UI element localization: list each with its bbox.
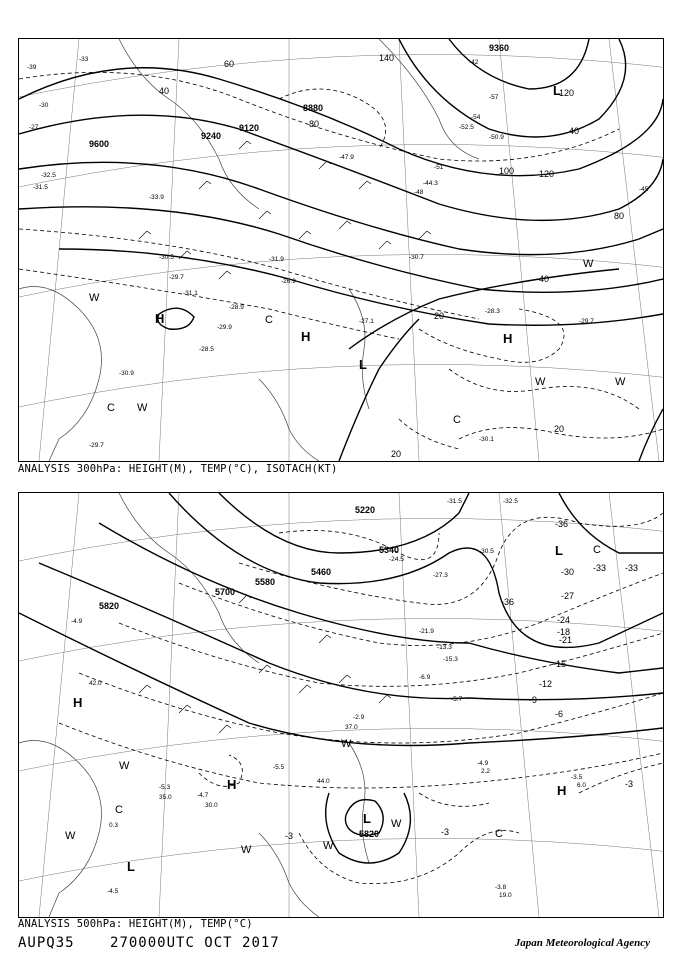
isotach-contours: [19, 72, 663, 449]
temperature-label: -15: [553, 659, 567, 669]
station-value: -4.9: [71, 618, 83, 625]
temperature-label: -42: [469, 59, 479, 66]
warm-center: W: [535, 376, 546, 388]
temperature-label: -18: [557, 627, 571, 637]
warm-center: W: [323, 840, 334, 852]
valid-time: 270000UTC OCT 2017: [110, 935, 280, 951]
station-value: -31.1: [183, 290, 198, 297]
low-pressure-center: L: [553, 83, 561, 98]
station-value: -2.9: [353, 714, 365, 721]
temperature-label: -21: [559, 635, 573, 645]
station-value: -32.5: [41, 172, 56, 179]
temperature-label: -6: [555, 709, 564, 719]
high-pressure-center: H: [155, 311, 165, 326]
graticule: [19, 493, 663, 917]
station-value: -31.5: [33, 184, 48, 191]
station-value: 19.0: [499, 892, 512, 899]
height-label: 5460: [311, 567, 332, 577]
warm-center: W: [65, 830, 76, 842]
station-value: -5.5: [273, 764, 285, 771]
station-value: -27.3: [433, 572, 448, 579]
temperature-label: -9: [529, 695, 538, 705]
cold-center: C: [265, 314, 273, 326]
height-label: 5820: [99, 601, 120, 611]
station-value: -3.8: [495, 884, 507, 891]
isotach-label: 20: [391, 449, 402, 459]
temperature-label: -54: [471, 114, 481, 121]
height-label: 5580: [255, 577, 276, 587]
warm-center: W: [137, 402, 148, 414]
station-value: -27.1: [359, 318, 374, 325]
temperature-label: -36: [555, 519, 569, 529]
isotach-label: 60: [224, 59, 235, 69]
cold-center: C: [495, 828, 503, 840]
temperature-label: -39: [27, 64, 37, 71]
station-value: -29.7: [169, 274, 184, 281]
low-pressure-center: L: [127, 859, 135, 874]
station-value: -31.5: [447, 498, 462, 505]
isotach-label: 40: [539, 274, 550, 284]
station-value: -30.5: [479, 548, 494, 555]
high-pressure-center: H: [227, 777, 237, 792]
height-label: 9360: [489, 43, 510, 53]
agency-name: Japan Meteorological Agency: [514, 937, 650, 949]
cold-center: C: [107, 402, 115, 414]
station-value: -50.9: [489, 134, 504, 141]
isotach-label: 40: [569, 126, 580, 136]
station-value: 0.3: [109, 822, 119, 829]
station-value: -29.9: [217, 324, 232, 331]
height-label: 9120: [239, 123, 260, 133]
wind-barbs: [139, 141, 431, 279]
high-pressure-center: H: [503, 331, 513, 346]
station-value: -3.5: [571, 774, 583, 781]
isotach-label: 80: [614, 211, 625, 221]
chart-footer: [18, 935, 306, 951]
wind-barbs: [139, 595, 391, 733]
station-value: -30.1: [479, 436, 494, 443]
map-500hpa-svg: [19, 493, 663, 917]
low-pressure-center: L: [555, 543, 563, 558]
height-label: 5340: [379, 545, 400, 555]
station-value: 6.0: [577, 782, 587, 789]
station-value: -30.7: [409, 254, 424, 261]
high-pressure-center: H: [73, 695, 83, 710]
temperature-label: -24: [557, 615, 571, 625]
temperature-label: -27: [561, 591, 575, 601]
temperature-label: -33: [593, 563, 607, 573]
temperature-label: -45: [639, 186, 649, 193]
high-pressure-center: H: [301, 329, 311, 344]
isotach-label: 100: [499, 166, 515, 176]
cold-center: C: [453, 414, 461, 426]
temperature-label: -57: [489, 94, 499, 101]
analysis-caption-300hpa: ANALYSIS 300hPa: HEIGHT(M), TEMP(°C), ISOTACH(KT): [18, 463, 338, 475]
isotach-label: 20: [554, 424, 565, 434]
station-value: -47.9: [339, 154, 354, 161]
cold-center: C: [115, 804, 123, 816]
height-label: 5820: [359, 829, 380, 839]
low-pressure-center: L: [359, 357, 367, 372]
station-value: -5.3: [159, 784, 171, 791]
height-label: 5700: [215, 587, 236, 597]
station-value: 35.0: [159, 794, 172, 801]
warm-center: W: [341, 738, 352, 750]
warm-center: W: [615, 376, 626, 388]
station-value: -44.3: [423, 180, 438, 187]
station-value: -21.9: [419, 628, 434, 635]
height-label: 5220: [355, 505, 376, 515]
map-300hpa-svg: [19, 39, 663, 461]
temperature-label: -30: [561, 567, 575, 577]
temperature-label: -3: [625, 779, 634, 789]
high-pressure-center: H: [557, 783, 567, 798]
cold-center: C: [593, 544, 601, 556]
station-value: -6.9: [419, 674, 431, 681]
station-value: -24.5: [389, 556, 404, 563]
warm-center: W: [583, 258, 594, 270]
station-value: -13.3: [437, 644, 452, 651]
station-value: -28.9: [229, 304, 244, 311]
station-value: -31.9: [269, 256, 284, 263]
isotach-label: 140: [379, 53, 395, 63]
temperature-label: -33: [625, 563, 639, 573]
temperature-label: -36: [501, 597, 515, 607]
map-panel-500hpa: [18, 492, 664, 918]
height-contours: [19, 39, 663, 461]
station-value: -28.5: [199, 346, 214, 353]
warm-center: W: [89, 292, 100, 304]
station-value: -32.5: [503, 498, 518, 505]
station-value: 30.0: [205, 802, 218, 809]
isotach-label: 40: [159, 86, 170, 96]
low-pressure-center: L: [363, 811, 371, 826]
station-value: -29.7: [579, 318, 594, 325]
isotach-label: 20: [434, 311, 445, 321]
isotach-label: 120: [539, 169, 555, 179]
chart-id: AUPQ35: [18, 935, 75, 951]
temperature-label: -27: [29, 124, 39, 131]
analysis-caption-500hpa: ANALYSIS 500hPa: HEIGHT(M), TEMP(°C): [18, 918, 253, 930]
station-value: 2.2: [481, 768, 491, 775]
station-value: 37.0: [345, 724, 358, 731]
station-value: -33.9: [149, 194, 164, 201]
warm-center: W: [119, 760, 130, 772]
height-label: 8880: [303, 103, 324, 113]
station-value: -15.3: [443, 656, 458, 663]
station-value: -4.7: [197, 792, 209, 799]
isotach-label: 80: [309, 119, 320, 129]
coastline: [19, 493, 369, 917]
height-label: 9240: [201, 131, 222, 141]
temperature-label: -3: [441, 827, 450, 837]
station-value: 42.0: [89, 680, 102, 687]
temperature-label: -33: [79, 56, 89, 63]
temperature-label: -51: [434, 164, 444, 171]
station-value: -26.9: [281, 278, 296, 285]
map-panel-300hpa: [18, 38, 664, 462]
graticule: [19, 39, 663, 461]
temperature-label: -48: [414, 189, 424, 196]
station-value: -28.3: [485, 308, 500, 315]
warm-center: W: [241, 844, 252, 856]
station-value: -4.5: [107, 888, 119, 895]
temperature-label: -12: [539, 679, 553, 689]
temperature-label: -30: [39, 102, 49, 109]
station-value: -52.5: [459, 124, 474, 131]
station-value: 44.0: [317, 778, 330, 785]
station-value: -4.9: [477, 760, 489, 767]
station-value: -30.5: [159, 254, 174, 261]
station-value: -29.7: [89, 442, 104, 449]
isotach-label: 120: [559, 88, 575, 98]
warm-center: W: [391, 818, 402, 830]
station-value: -5.7: [451, 696, 463, 703]
height-label: 9600: [89, 139, 110, 149]
station-value: -30.9: [119, 370, 134, 377]
temperature-label: -3: [285, 831, 294, 841]
